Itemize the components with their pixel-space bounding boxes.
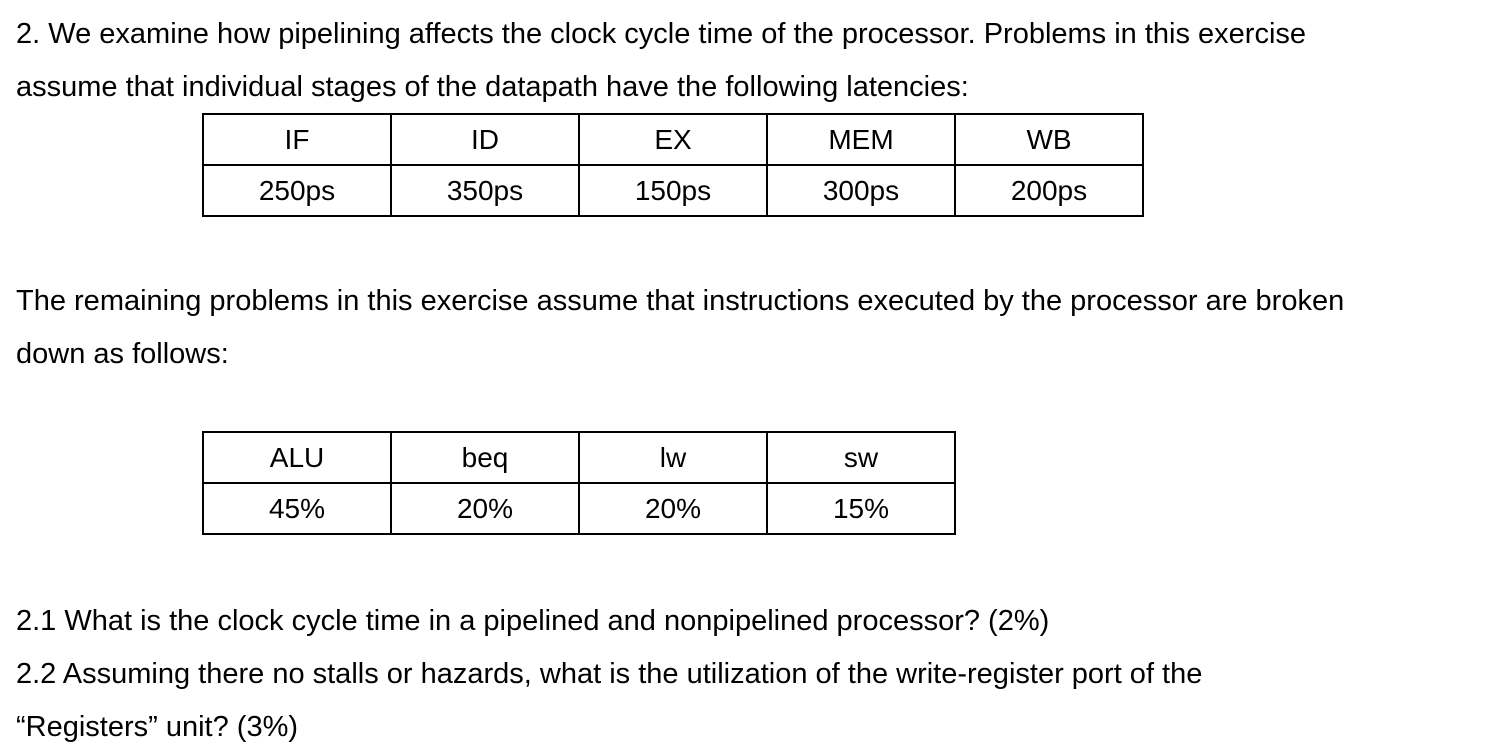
- problem-intro: [16, 8, 1306, 114]
- question-2-1: 2.1 What is the clock cycle time in a pipelined and nonpipelined processor? (2%): [16, 605, 1050, 637]
- header-cell: ALU: [203, 432, 391, 483]
- header-cell: lw: [579, 432, 767, 483]
- header-cell: beq: [391, 432, 579, 483]
- mix-header-row: [203, 432, 955, 483]
- latency-table: [202, 113, 1144, 217]
- header-cell: sw: [767, 432, 955, 483]
- value-cell: 250ps: [203, 165, 391, 216]
- header-cell: IF: [203, 114, 391, 165]
- para2-line-1: The remaining problems in this exercise assume that instructions executed by the processor are broken: [16, 285, 1345, 317]
- question-2-2-line-1: 2.2 Assuming there no stalls or hazards, what is the utilization of the write-register port of the: [16, 658, 1203, 690]
- value-cell: 15%: [767, 483, 955, 534]
- value-cell: 20%: [391, 483, 579, 534]
- mix-value-row: [203, 483, 955, 534]
- value-cell: 20%: [579, 483, 767, 534]
- value-cell: 350ps: [391, 165, 579, 216]
- intro-line-1: 2. We examine how pipelining affects the clock cycle time of the processor. Problems in this exercise: [16, 18, 1307, 50]
- latency-header-row: [203, 114, 1143, 165]
- header-cell: MEM: [767, 114, 955, 165]
- value-cell: 200ps: [955, 165, 1143, 216]
- question-2-2-line-2: “Registers” unit? (3%): [16, 711, 299, 743]
- value-cell: 300ps: [767, 165, 955, 216]
- header-cell: ID: [391, 114, 579, 165]
- intro-line-2: assume that individual stages of the datapath have the following latencies:: [16, 71, 969, 103]
- header-cell: EX: [579, 114, 767, 165]
- question-2-2: [16, 648, 1202, 754]
- latency-value-row: [203, 165, 1143, 216]
- instruction-mix-intro: [16, 275, 1344, 381]
- instruction-mix-table: [202, 431, 956, 535]
- value-cell: 45%: [203, 483, 391, 534]
- para2-line-2: down as follows:: [16, 338, 229, 370]
- header-cell: WB: [955, 114, 1143, 165]
- value-cell: 150ps: [579, 165, 767, 216]
